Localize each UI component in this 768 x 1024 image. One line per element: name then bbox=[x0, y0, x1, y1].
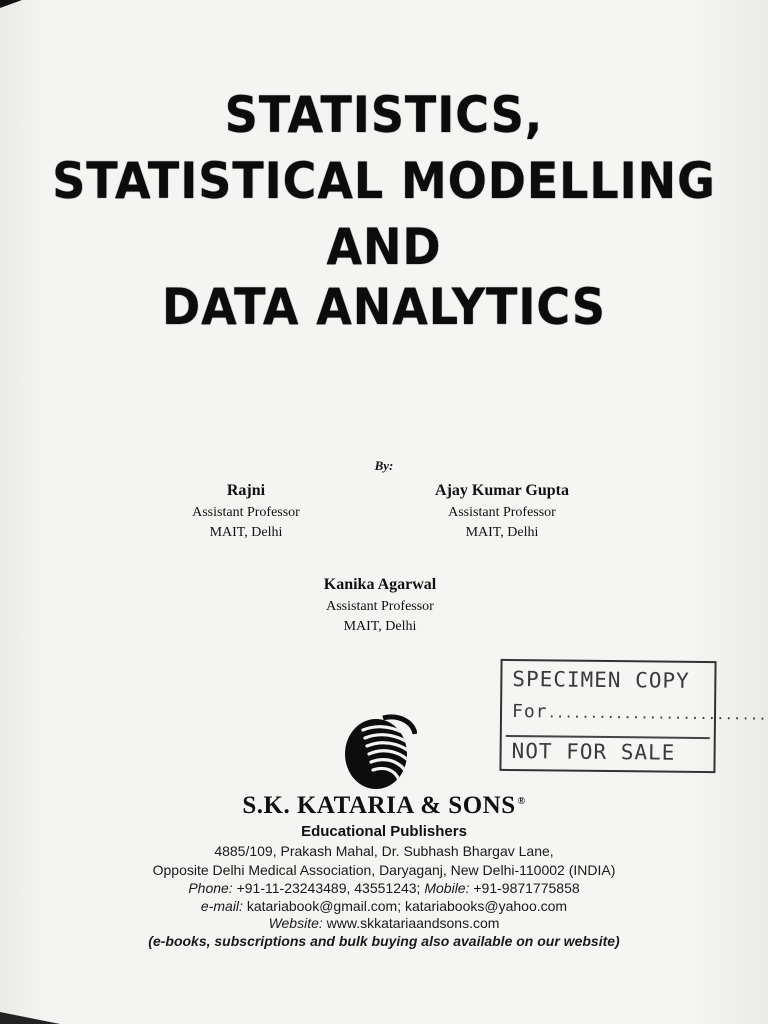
publisher-name-text: S.K. KATARIA & SONS bbox=[242, 792, 516, 819]
author-role: Assistant Professor bbox=[192, 505, 300, 520]
author-institution: MAIT, Delhi bbox=[209, 525, 283, 540]
website-value: www.skkatariaandsons.com bbox=[326, 915, 500, 931]
publisher-email-line bbox=[0, 898, 768, 914]
stamp-not-for-sale: NOT FOR SALE bbox=[506, 735, 710, 765]
publisher-address-2: Opposite Delhi Medical Association, Daryaganj, New Delhi-110002 (INDIA) bbox=[152, 862, 616, 878]
stamp-for-label: For bbox=[511, 700, 548, 723]
author-role: Assistant Professor bbox=[448, 505, 556, 520]
title-line-4: DATA ANALYTICS bbox=[162, 278, 606, 336]
author-name: Ajay Kumar Gupta bbox=[435, 482, 569, 499]
publisher-note: (e-books, subscriptions and bulk buying also available on our website) bbox=[148, 933, 620, 949]
title-line-2: STATISTICAL MODELLING bbox=[52, 152, 716, 210]
phone-label: Phone: bbox=[188, 880, 233, 896]
corner-mark-bottom bbox=[0, 1012, 60, 1024]
stamp-for-line bbox=[512, 701, 767, 725]
title-line-3: AND bbox=[326, 218, 442, 276]
by-label: By: bbox=[374, 458, 394, 473]
mobile-value: +91-9871775858 bbox=[473, 880, 580, 896]
publisher-subtitle: Educational Publishers bbox=[301, 823, 467, 840]
mobile-label: Mobile: bbox=[424, 880, 470, 896]
stamp-dots: .......................... bbox=[547, 705, 767, 724]
phone-value: +91-11-23243489, 43551243; bbox=[236, 880, 421, 896]
registered-mark: ® bbox=[517, 795, 526, 807]
email-value: katariabook@gmail.com; katariabooks@yahoo.com bbox=[246, 898, 568, 914]
author-2 bbox=[402, 482, 602, 543]
stamp-specimen-copy: SPECIMEN COPY bbox=[512, 666, 690, 693]
title-line-1: STATISTICS, bbox=[224, 86, 544, 144]
publisher-address-1: 4885/109, Prakash Mahal, Dr. Subhash Bhargav Lane, bbox=[214, 843, 554, 859]
author-name: Kanika Agarwal bbox=[323, 576, 437, 593]
author-institution: MAIT, Delhi bbox=[465, 525, 539, 540]
publisher-phone-line bbox=[0, 880, 768, 896]
author-name: Rajni bbox=[226, 482, 266, 499]
publisher-logo-icon bbox=[343, 712, 417, 790]
publisher-website-line bbox=[0, 915, 768, 931]
author-institution: MAIT, Delhi bbox=[343, 619, 417, 634]
specimen-copy-stamp bbox=[499, 659, 767, 773]
author-role: Assistant Professor bbox=[326, 599, 434, 614]
publisher-name bbox=[0, 792, 768, 820]
email-label: e-mail: bbox=[200, 898, 243, 914]
author-3 bbox=[280, 576, 480, 637]
author-1 bbox=[146, 482, 346, 543]
corner-mark-top bbox=[0, 0, 22, 8]
website-label: Website: bbox=[268, 915, 323, 931]
